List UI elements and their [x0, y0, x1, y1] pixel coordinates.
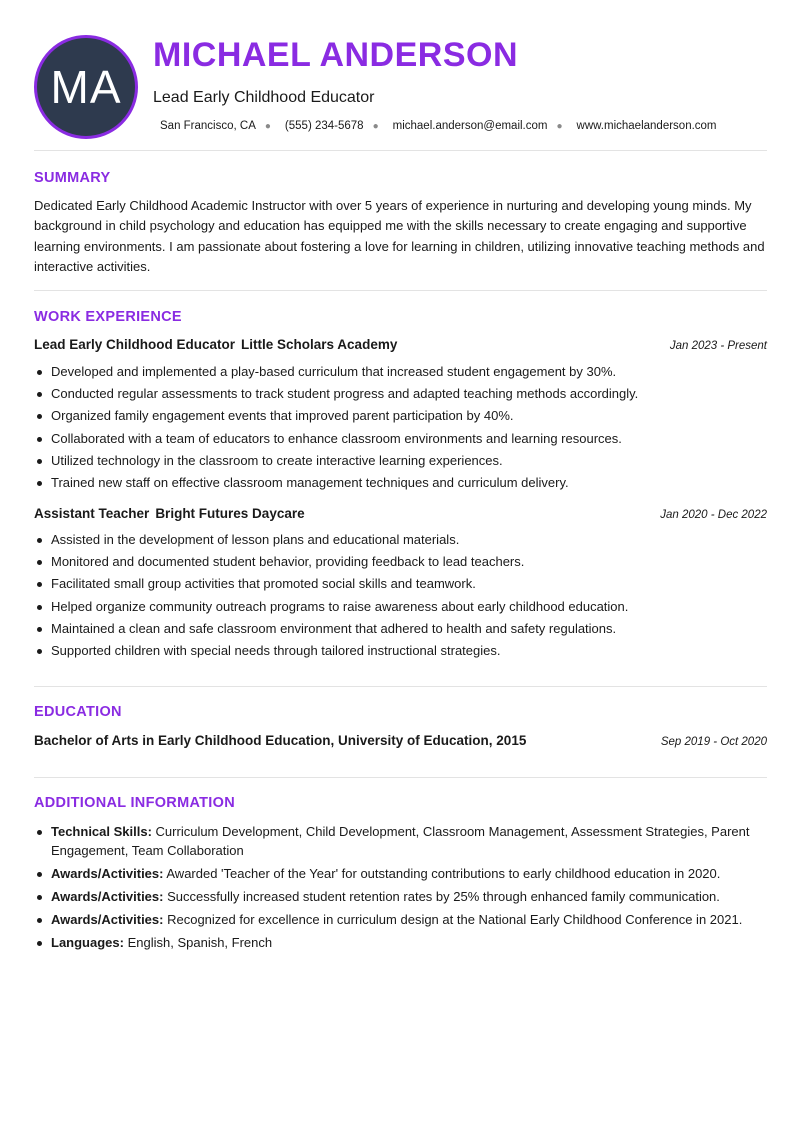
- section-title-education: EDUCATION: [34, 704, 122, 720]
- additional-info-list: [34, 822, 767, 956]
- candidate-name: MICHAEL ANDERSON: [153, 36, 519, 74]
- contact-line: [160, 120, 717, 132]
- list-item: Facilitated small group activities that promoted social skills and teamwork.: [34, 574, 767, 594]
- contact-phone: (555) 234-5678: [284, 120, 364, 132]
- bullet-separator-icon: ●: [556, 120, 563, 132]
- list-item: Collaborated with a team of educators to enhance classroom environments and learning resources.: [34, 429, 767, 449]
- candidate-role: Lead Early Childhood Educator: [153, 89, 375, 106]
- list-item: [34, 887, 767, 906]
- list-item: [34, 822, 767, 860]
- list-item: [34, 864, 767, 883]
- info-label: Awards/Activities:: [51, 889, 164, 904]
- summary-text: Dedicated Early Childhood Academic Instructor with over 5 years of experience in nurturing and developing young minds. My background in child psychology and education has equipped me with the skills necessary to create engaging and supportive learning environments. I am passionate about fostering a love for learning in children, utilizing innovative teaching methods and interactive activities.: [34, 198, 765, 274]
- info-text: Awarded 'Teacher of the Year' for outstanding contributions to early childhood education in 2020.: [166, 866, 721, 881]
- list-item: [34, 933, 767, 952]
- job-company: Little Scholars Academy: [241, 337, 398, 352]
- list-item: Helped organize community outreach programs to raise awareness about early childhood education.: [34, 597, 767, 617]
- avatar: [34, 35, 138, 139]
- info-text: English, Spanish, French: [127, 935, 273, 950]
- contact-website[interactable]: www.michaelanderson.com: [576, 120, 717, 132]
- job-title-line: [34, 337, 397, 352]
- job-header: [34, 506, 767, 521]
- list-item: [34, 910, 767, 929]
- contact-email[interactable]: michael.anderson@email.com: [392, 120, 548, 132]
- info-label: Technical Skills:: [51, 824, 152, 839]
- education-row: [34, 733, 767, 748]
- list-item: Assisted in the development of lesson plans and educational materials.: [34, 530, 767, 550]
- job-bullets: [34, 362, 767, 495]
- bullet-separator-icon: ●: [372, 120, 379, 132]
- education-dates: Sep 2019 - Oct 2020: [660, 736, 767, 748]
- job-position: Assistant Teacher: [34, 506, 150, 521]
- list-item: Organized family engagement events that improved parent participation by 40%.: [34, 406, 767, 426]
- divider: [34, 686, 767, 687]
- list-item: Conducted regular assessments to track student progress and adapted teaching methods accordingly.: [34, 384, 767, 404]
- list-item: Monitored and documented student behavior, providing feedback to lead teachers.: [34, 552, 767, 572]
- contact-location: San Francisco, CA: [160, 120, 256, 132]
- info-label: Languages:: [51, 935, 124, 950]
- divider: [34, 777, 767, 778]
- job-dates: Jan 2023 - Present: [669, 340, 767, 352]
- job-header: [34, 337, 767, 352]
- divider: [34, 150, 767, 151]
- info-label: Awards/Activities:: [51, 912, 164, 927]
- info-text: Curriculum Development, Child Development, Classroom Management, Assessment Strategies, Parent Engagement, Team Collaboration: [51, 824, 750, 858]
- info-text: Recognized for excellence in curriculum design at the National Early Childhood Conference in 2021.: [167, 912, 743, 927]
- list-item: Supported children with special needs through tailored instructional strategies.: [34, 641, 767, 661]
- section-title-work-experience: WORK EXPERIENCE: [34, 309, 182, 325]
- education-degree: Bachelor of Arts in Early Childhood Education, University of Education, 2015: [34, 733, 527, 748]
- section-title-additional-information: ADDITIONAL INFORMATION: [34, 795, 235, 811]
- list-item: Trained new staff on effective classroom management techniques and curriculum delivery.: [34, 473, 767, 493]
- job-title-line: [34, 506, 305, 521]
- info-text: Successfully increased student retention rates by 25% through enhanced family communication.: [167, 889, 720, 904]
- list-item: Developed and implemented a play-based curriculum that increased student engagement by 30%.: [34, 362, 767, 382]
- section-title-summary: SUMMARY: [34, 170, 111, 186]
- job-position: Lead Early Childhood Educator: [34, 337, 236, 352]
- list-item: Utilized technology in the classroom to create interactive learning experiences.: [34, 451, 767, 471]
- job-company: Bright Futures Daycare: [155, 506, 305, 521]
- info-label: Awards/Activities:: [51, 866, 164, 881]
- job-bullets: [34, 530, 767, 663]
- list-item: Maintained a clean and safe classroom environment that adhered to health and safety regulations.: [34, 619, 767, 639]
- divider: [34, 290, 767, 291]
- avatar-initials: MA: [50, 61, 122, 113]
- bullet-separator-icon: ●: [264, 120, 271, 132]
- job-dates: Jan 2020 - Dec 2022: [660, 509, 767, 521]
